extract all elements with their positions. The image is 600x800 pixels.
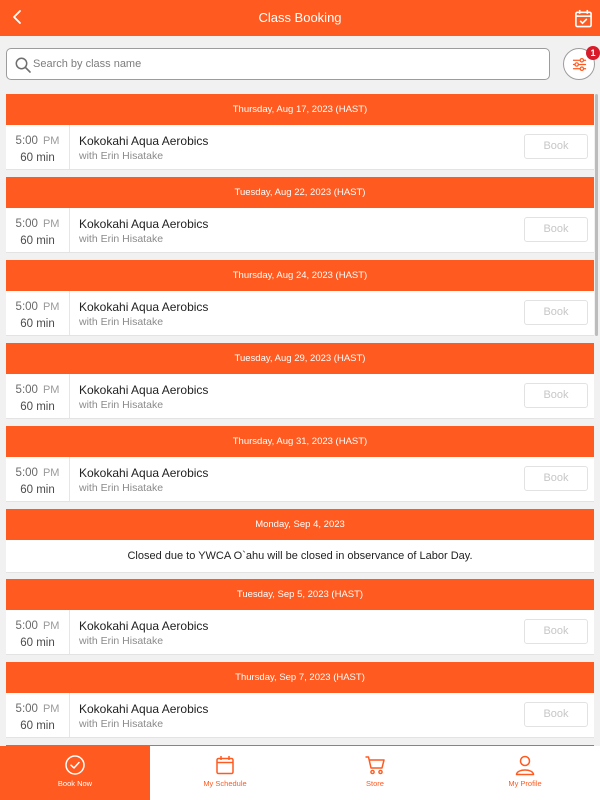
class-list[interactable] (6, 94, 594, 746)
class-name: Kokokahi Aqua Aerobics (79, 466, 209, 480)
calendar-icon (214, 754, 236, 776)
search-box[interactable] (6, 48, 550, 80)
sliders-icon (572, 57, 587, 72)
class-instructor: with Erin Hisatake (79, 482, 164, 494)
date-header: Tuesday, Sep 5, 2023 (HAST) (6, 579, 594, 610)
class-instructor: with Erin Hisatake (79, 233, 164, 245)
date-group (6, 94, 594, 170)
class-time-cell (6, 208, 70, 252)
nav-label: Store (366, 779, 384, 788)
book-button[interactable]: Book (524, 217, 588, 242)
class-time-cell (6, 610, 70, 654)
class-instructor: with Erin Hisatake (79, 316, 164, 328)
header-bar (0, 0, 600, 36)
date-header: Thursday, Aug 17, 2023 (HAST) (6, 94, 594, 125)
class-duration: 60 min (20, 720, 55, 732)
check-circle-icon (64, 754, 86, 776)
page-title: Class Booking (258, 10, 342, 25)
date-group (6, 579, 594, 655)
cart-icon (364, 754, 386, 776)
date-group (6, 177, 594, 253)
date-header: Thursday, Aug 31, 2023 (HAST) (6, 426, 594, 457)
class-name: Kokokahi Aqua Aerobics (79, 134, 209, 148)
nav-my-profile[interactable] (450, 746, 600, 800)
class-duration: 60 min (20, 637, 55, 649)
class-time-cell (6, 457, 70, 501)
filter-count-badge: 1 (586, 46, 600, 60)
class-duration: 60 min (20, 235, 55, 247)
date-group (6, 662, 594, 738)
book-button[interactable]: Book (524, 134, 588, 159)
class-name: Kokokahi Aqua Aerobics (79, 619, 209, 633)
class-time-cell (6, 291, 70, 335)
date-header: Tuesday, Aug 22, 2023 (HAST) (6, 177, 594, 208)
class-time-cell (6, 374, 70, 418)
class-time: 5:00 PM (15, 301, 60, 313)
class-duration: 60 min (20, 401, 55, 413)
nav-book-now[interactable] (0, 746, 150, 800)
book-button[interactable]: Book (524, 619, 588, 644)
book-button[interactable]: Book (524, 466, 588, 491)
class-time: 5:00 PM (15, 218, 60, 230)
search-input[interactable] (33, 50, 543, 78)
date-group (6, 426, 594, 502)
class-time: 5:00 PM (15, 620, 60, 632)
class-row[interactable] (6, 457, 594, 502)
date-group (6, 260, 594, 336)
date-group (6, 343, 594, 419)
calendar-check-icon[interactable] (574, 9, 593, 28)
class-duration: 60 min (20, 484, 55, 496)
class-duration: 60 min (20, 152, 55, 164)
search-icon (14, 56, 32, 74)
closed-notice: Closed due to YWCA O`ahu will be closed in observance of Labor Day. (6, 540, 594, 573)
date-header: Monday, Sep 4, 2023 (6, 509, 594, 540)
book-button[interactable]: Book (524, 702, 588, 727)
nav-my-schedule[interactable] (150, 746, 300, 800)
class-row[interactable] (6, 693, 594, 738)
class-instructor: with Erin Hisatake (79, 635, 164, 647)
nav-label: My Schedule (203, 779, 247, 788)
class-time: 5:00 PM (15, 703, 60, 715)
class-name: Kokokahi Aqua Aerobics (79, 217, 209, 231)
nav-label: Book Now (57, 779, 93, 788)
book-button[interactable]: Book (524, 383, 588, 408)
user-icon (514, 754, 536, 776)
class-time-cell (6, 125, 70, 169)
class-duration: 60 min (20, 318, 55, 330)
class-time: 5:00 PM (15, 135, 60, 147)
class-row[interactable] (6, 610, 594, 655)
class-row[interactable] (6, 208, 594, 253)
nav-label: My Profile (508, 779, 542, 788)
class-time-cell (6, 693, 70, 737)
class-time: 5:00 PM (15, 467, 60, 479)
date-header: Thursday, Aug 24, 2023 (HAST) (6, 260, 594, 291)
class-name: Kokokahi Aqua Aerobics (79, 300, 209, 314)
book-button[interactable]: Book (524, 300, 588, 325)
class-instructor: with Erin Hisatake (79, 399, 164, 411)
bottom-nav (0, 746, 600, 800)
class-instructor: with Erin Hisatake (79, 718, 164, 730)
class-name: Kokokahi Aqua Aerobics (79, 702, 209, 716)
class-row[interactable] (6, 374, 594, 419)
date-group (6, 509, 594, 573)
class-instructor: with Erin Hisatake (79, 150, 164, 162)
class-name: Kokokahi Aqua Aerobics (79, 383, 209, 397)
class-row[interactable] (6, 125, 594, 170)
date-header: Tuesday, Aug 29, 2023 (HAST) (6, 343, 594, 374)
list-scrollbar[interactable] (595, 94, 598, 336)
date-header: Thursday, Sep 7, 2023 (HAST) (6, 662, 594, 693)
class-row[interactable] (6, 291, 594, 336)
nav-store[interactable] (300, 746, 450, 800)
class-time: 5:00 PM (15, 384, 60, 396)
filter-button[interactable] (563, 48, 595, 80)
